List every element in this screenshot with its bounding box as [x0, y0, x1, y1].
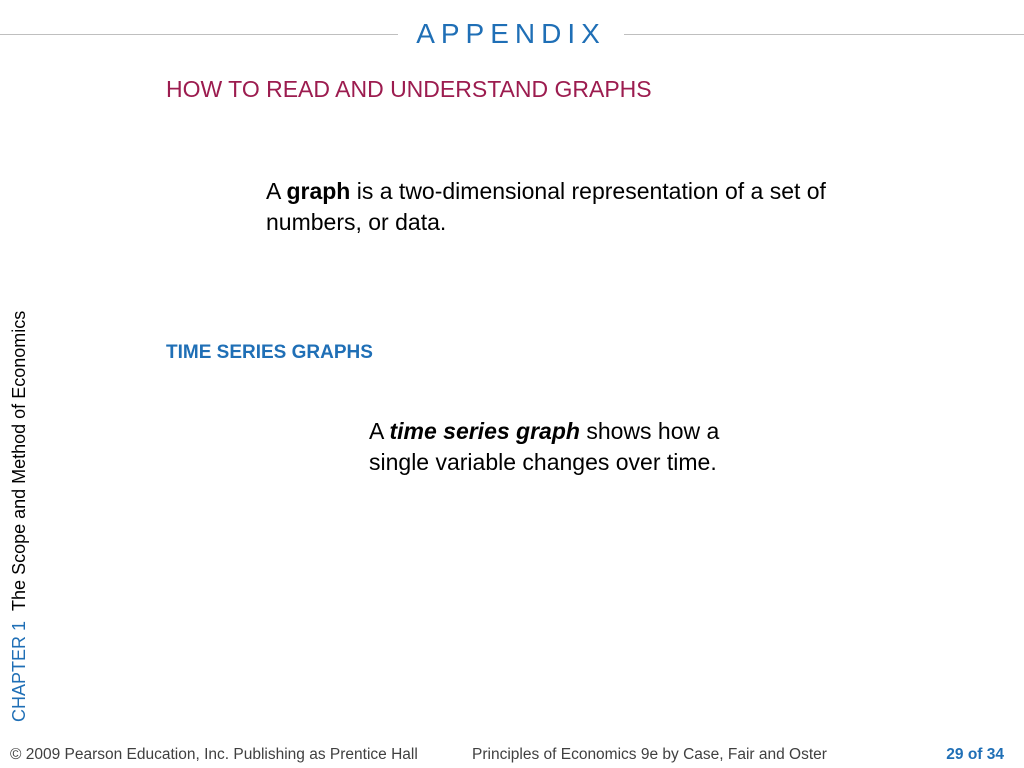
- header-rule-right: [624, 34, 1024, 35]
- graph-definition-text: is a two-dimensional representation of a set of numbers, or data.: [266, 178, 826, 235]
- page-number: 29 of 34: [946, 746, 1004, 763]
- header-rule-left: [0, 34, 398, 35]
- footer-copyright: © 2009 Pearson Education, Inc. Publishing as Prentice Hall: [10, 746, 418, 763]
- graph-definition: [266, 176, 836, 238]
- graph-term: graph: [286, 178, 351, 204]
- graph-definition-prefix: A: [266, 178, 287, 204]
- chapter-sidebar: [6, 311, 32, 722]
- chapter-label: CHAPTER 1: [9, 620, 29, 722]
- time-series-term: time series graph: [389, 418, 580, 444]
- time-series-definition: [369, 416, 749, 478]
- chapter-title: The Scope and Method of Economics: [9, 310, 29, 611]
- subsection-heading: TIME SERIES GRAPHS: [166, 342, 373, 363]
- section-heading: HOW TO READ AND UNDERSTAND GRAPHS: [166, 76, 652, 102]
- appendix-title: APPENDIX: [416, 18, 606, 49]
- time-series-definition-text: shows how a single variable changes over time.: [369, 418, 720, 475]
- footer: [0, 742, 1024, 768]
- footer-book-title: Principles of Economics 9e by Case, Fair and Oster: [472, 746, 827, 763]
- time-series-definition-prefix: A: [369, 418, 390, 444]
